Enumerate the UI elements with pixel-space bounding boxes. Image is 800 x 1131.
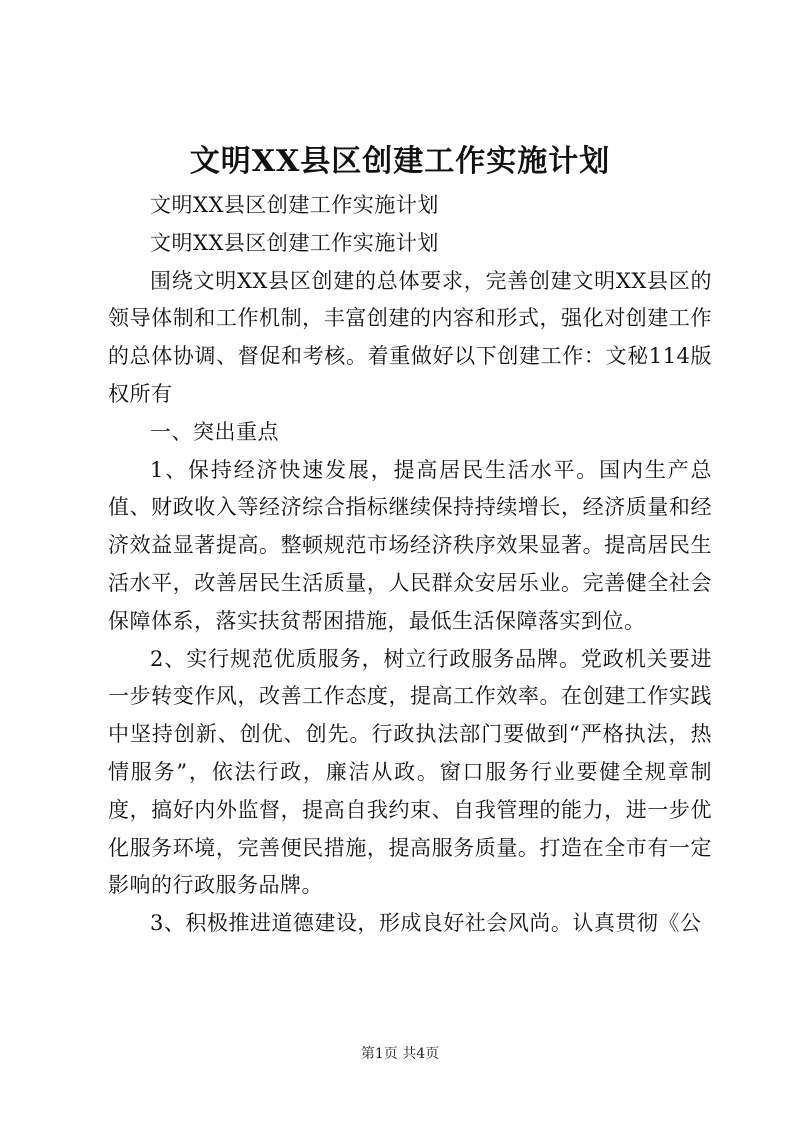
paragraph-item-1: 1、保持经济快速发展，提高居民生活水平。国内生产总值、财政收入等经济综合指标继续保持持续增长，经济质量和经济效益显著提高。整顿规范市场经济秩序效果显著。提高居民生活水平，改善居民生活质量，人民群众安居乐业。完善健全社会保障体系，落实扶贫帮困措施，最低生活保障落实到位。 [108,457,712,633]
page-footer: 第1页 共4页 [360,1046,440,1062]
document-body [108,187,712,943]
paragraph-intro: 围绕文明XX县区创建的总体要求，完善创建文明XX县区的领导体制和工作机制，丰富创建的内容和形式，强化对创建工作的总体协调、督促和考核。着重做好以下创建工作：文秘114版权所有 [108,268,712,406]
section-heading-1: 一、突出重点 [150,419,279,444]
paragraph-item-3: 3、积极推进道德建设，形成良好社会风尚。认真贯彻《公 [150,911,702,936]
paragraph-subtitle-2: 文明XX县区创建工作实施计划 [150,230,439,255]
paragraph-item-2: 2、实行规范优质服务，树立行政服务品牌。党政机关要进一步转变作风，改善工作态度，提高工作效率。在创建工作实践中坚持创新、创优、创先。行政执法部门要做到“严格执法，热情服务”，依法行政，廉洁从政。窗口服务行业要健全规章制度，搞好内外监督，提高自我约束、自我管理的能力，进一步优化服务环境，完善便民措施，提高服务质量。打造在全市有一定影响的行政服务品牌。 [108,646,712,898]
paragraph-subtitle-1: 文明XX县区创建工作实施计划 [150,193,439,217]
document-title: 文明XX县区创建工作实施计划 [189,144,611,179]
